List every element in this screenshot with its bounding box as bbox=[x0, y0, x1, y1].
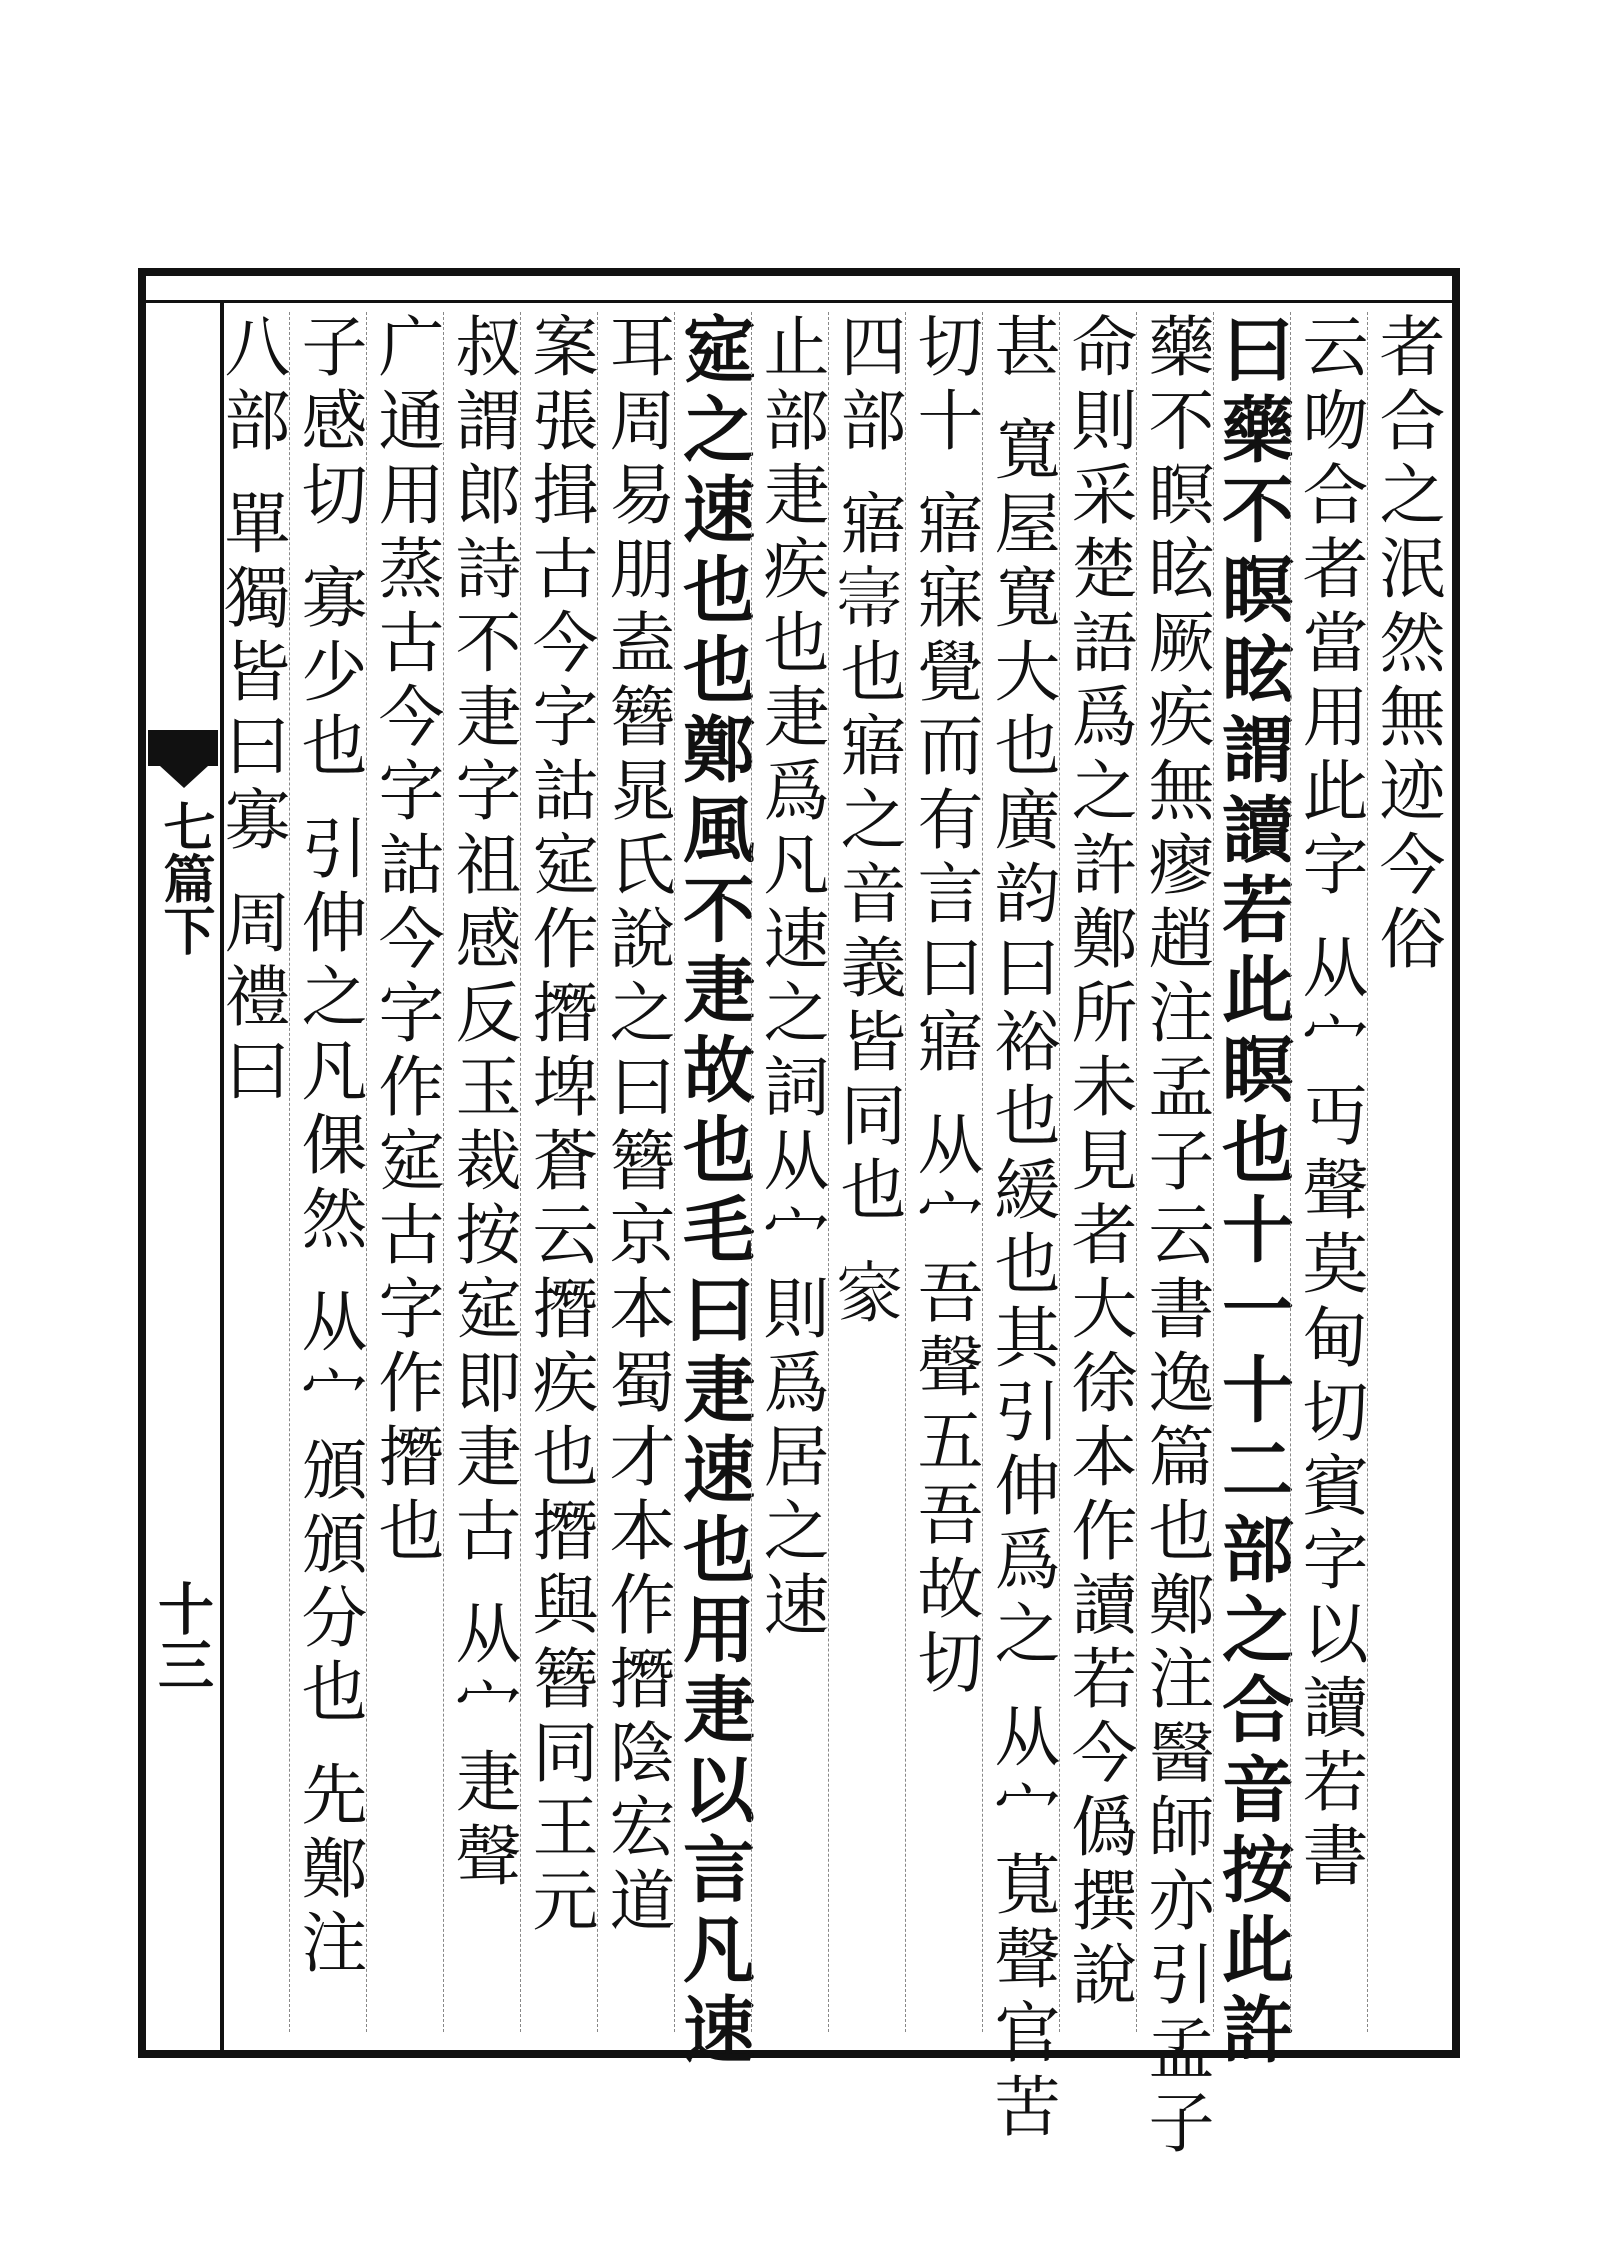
text-column: 耳周易朋盍簪晁氏說之曰簪京本蜀才本作撍陰宏道 bbox=[597, 312, 674, 2032]
text-column: 㝚之速也也鄭風不疌故也毛曰疌速也用疌以言凡速 bbox=[671, 312, 756, 2072]
text-column: 广通用蒸古今字詁今字作㝚古字作撍也 bbox=[366, 312, 443, 2032]
text-area bbox=[213, 312, 1448, 2162]
text-column: 八部 單獨皆曰寡 周禮曰 bbox=[213, 312, 290, 1110]
text-column: 者合之泯然無迹今俗 bbox=[1367, 312, 1444, 2032]
text-column: 止部疌疾也疌爲凡速之詞从宀則爲居之速 bbox=[751, 312, 828, 2032]
text-column: 案張揖古今字詁㝚作撍埤蒼云撍疾也撍與簪同王元 bbox=[520, 312, 597, 2032]
text-column: 云吻合者當用此字 从宀丏聲莫甸切賓字以讀若書 bbox=[1290, 312, 1367, 2032]
text-column: 切十 寤寐覺而有言曰寤 从宀吾聲五吾故切 bbox=[905, 312, 982, 2032]
fishtail-notch bbox=[160, 766, 208, 788]
margin-page-number: 十三 bbox=[149, 1580, 215, 1692]
text-column: 子感切 寡少也 引伸之凡倮然 从宀頒頒分也 先鄭注 bbox=[289, 312, 366, 2032]
text-column: 藥不瞑眩厥疾無瘳趙注孟子云書逸篇也鄭注醫師亦引孟子 bbox=[1137, 312, 1214, 2162]
top-rule bbox=[138, 300, 1460, 303]
text-column: 曰藥不瞑眩謂讀若此瞑也十一十二部之合音按此許 bbox=[1210, 312, 1295, 2072]
text-column: 甚 寬屋寬大也廣韵曰裕也緩也其引伸爲之 从宀萈聲官苦 bbox=[983, 312, 1060, 2146]
text-column: 四部 寤𡨦也寤之音義皆同也 𡩙 bbox=[828, 312, 905, 2032]
margin-title: 七篇下 bbox=[154, 800, 215, 956]
text-column: 命則采楚語爲之許鄭所未見者大徐本作讀若今僞撰說 bbox=[1059, 312, 1136, 2032]
text-column: 叔謂郎詩不疌字祖感反玉裁按㝚即疌古 从宀疌聲 bbox=[443, 312, 520, 2032]
fishtail-mark bbox=[148, 730, 218, 766]
